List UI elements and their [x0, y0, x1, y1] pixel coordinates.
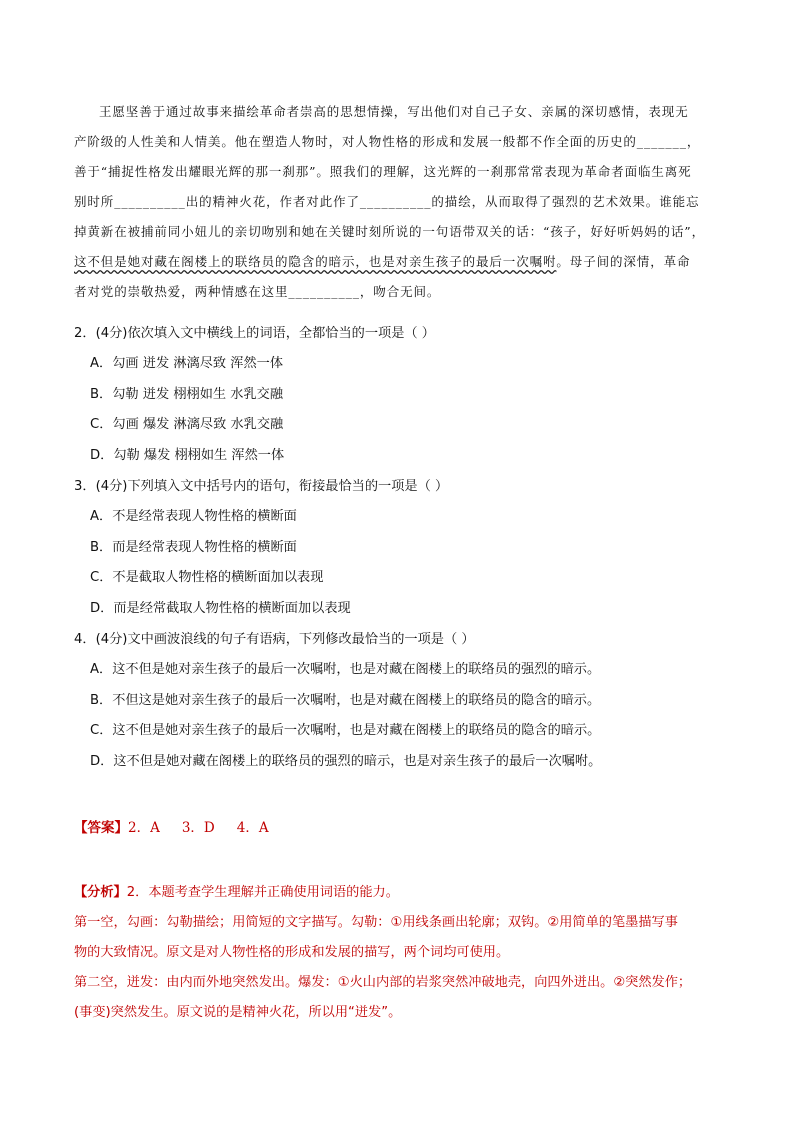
option-a: A．勾画 迸发 淋漓尽致 浑然一体 [90, 356, 284, 371]
analysis-text: 2．本题考查学生理解并正确使用词语的能力。 [126, 885, 399, 900]
analysis-tag: 【分析】 [74, 885, 127, 900]
passage-line [74, 247, 720, 277]
passage-line: 别时所__________出的精神火花，作者对此作了__________的描绘，从而取得了强烈的艺术效果。谁能忘 [74, 194, 700, 209]
question-2 [74, 318, 724, 471]
answer-item: 2．A [128, 820, 160, 836]
reading-passage [74, 97, 720, 307]
option-c: C．勾画 爆发 淋漓尽致 水乳交融 [90, 417, 284, 432]
analysis-line: (事变)突然发生。原文说的是精神火花，所以用“迸发”。 [74, 1005, 402, 1020]
answer-tag: 【答案】 [74, 820, 128, 836]
passage-line: 善于“捕捉性格发出耀眼光辉的那一刹那”。照我们的理解，这光辉的一刹那常常表现为革命者面临生离死 [74, 164, 692, 179]
option-a: A．不是经常表现人物性格的横断面 [90, 509, 297, 524]
analysis-line: 第一空，勾画：勾勒描绘；用简短的文字描写。勾勒：①用线条画出轮廓；双钩。②用简单的笔墨描写事 [74, 915, 678, 930]
question-stem: 2．(4分)依次填入文中横线上的词语，全都恰当的一项是（ ） [74, 326, 435, 341]
option-b: B．勾勒 迸发 栩栩如生 水乳交融 [90, 386, 284, 402]
question-stem: 4．(4分)文中画波浪线的句子有语病，下列修改最恰当的一项是（ ） [74, 632, 475, 647]
question-list [74, 318, 724, 777]
passage-line: 掉黄新在被捕前同小妞儿的亲切吻别和她在关键时刻所说的一句语带双关的话：“孩子，好好听妈妈的话”， [74, 224, 705, 239]
option-a: A．这不但是她对亲生孩子的最后一次嘱咐，也是对藏在阁楼上的联络员的强烈的暗示。 [90, 662, 601, 677]
analysis-line: 物的大致情况。原文是对人物性格的形成和发展的描写，两个词均可使用。 [74, 945, 510, 960]
passage-line: 产阶级的人性美和人情美。他在塑造人物时，对人物性格的形成和发展一般都不作全面的历史的_______， [74, 134, 701, 149]
option-c: C．这不但是她对亲生孩子的最后一次嘱咐，也是对藏在阁楼上的联络员的隐含的暗示。 [90, 723, 601, 738]
question-stem: 3．(4分)下列填入文中括号内的语句，衔接最恰当的一项是（ ） [74, 479, 449, 494]
analysis-section [74, 878, 724, 1028]
analysis-line [74, 878, 724, 908]
question-4 [74, 624, 724, 777]
answer-item: 3．D [181, 820, 215, 836]
passage-line: 王愿坚善于通过故事来描绘革命者崇高的思想情操，写出他们对自己子女、亲属的深切感情，表现无 [99, 104, 689, 119]
analysis-line: 第二空，迸发：由内而外地突然发出。爆发：①火山内部的岩浆突然冲破地壳，向四外迸出。②突然发作； [74, 975, 692, 990]
wavy-underlined-sentence: 这不但是她对藏在阁楼上的联络员的隐含的暗示，也是对亲生孩子的最后一次嘱咐 [74, 254, 557, 269]
option-d: D．勾勒 爆发 栩栩如生 浑然一体 [90, 447, 285, 463]
answer-item: 4．A [236, 820, 269, 836]
passage-line: 者对党的崇敬热爱，两种情感在这里__________，吻合无间。 [74, 284, 441, 299]
option-b: B．不但这是她对亲生孩子的最后一次嘱咐，也是对藏在阁楼上的联络员的隐含的暗示。 [90, 692, 601, 708]
question-3 [74, 471, 724, 624]
option-b: B．而是经常表现人物性格的横断面 [90, 539, 297, 555]
passage-text: 。母子间的深情，革命 [556, 254, 691, 269]
answer-line [74, 815, 269, 841]
option-d: D．而是经常截取人物性格的横断面加以表现 [90, 600, 351, 616]
option-c: C．不是截取人物性格的横断面加以表现 [90, 570, 324, 585]
option-d: D．这不但是她对藏在阁楼上的联络员的强烈的暗示，也是对亲生孩子的最后一次嘱咐。 [90, 753, 602, 769]
